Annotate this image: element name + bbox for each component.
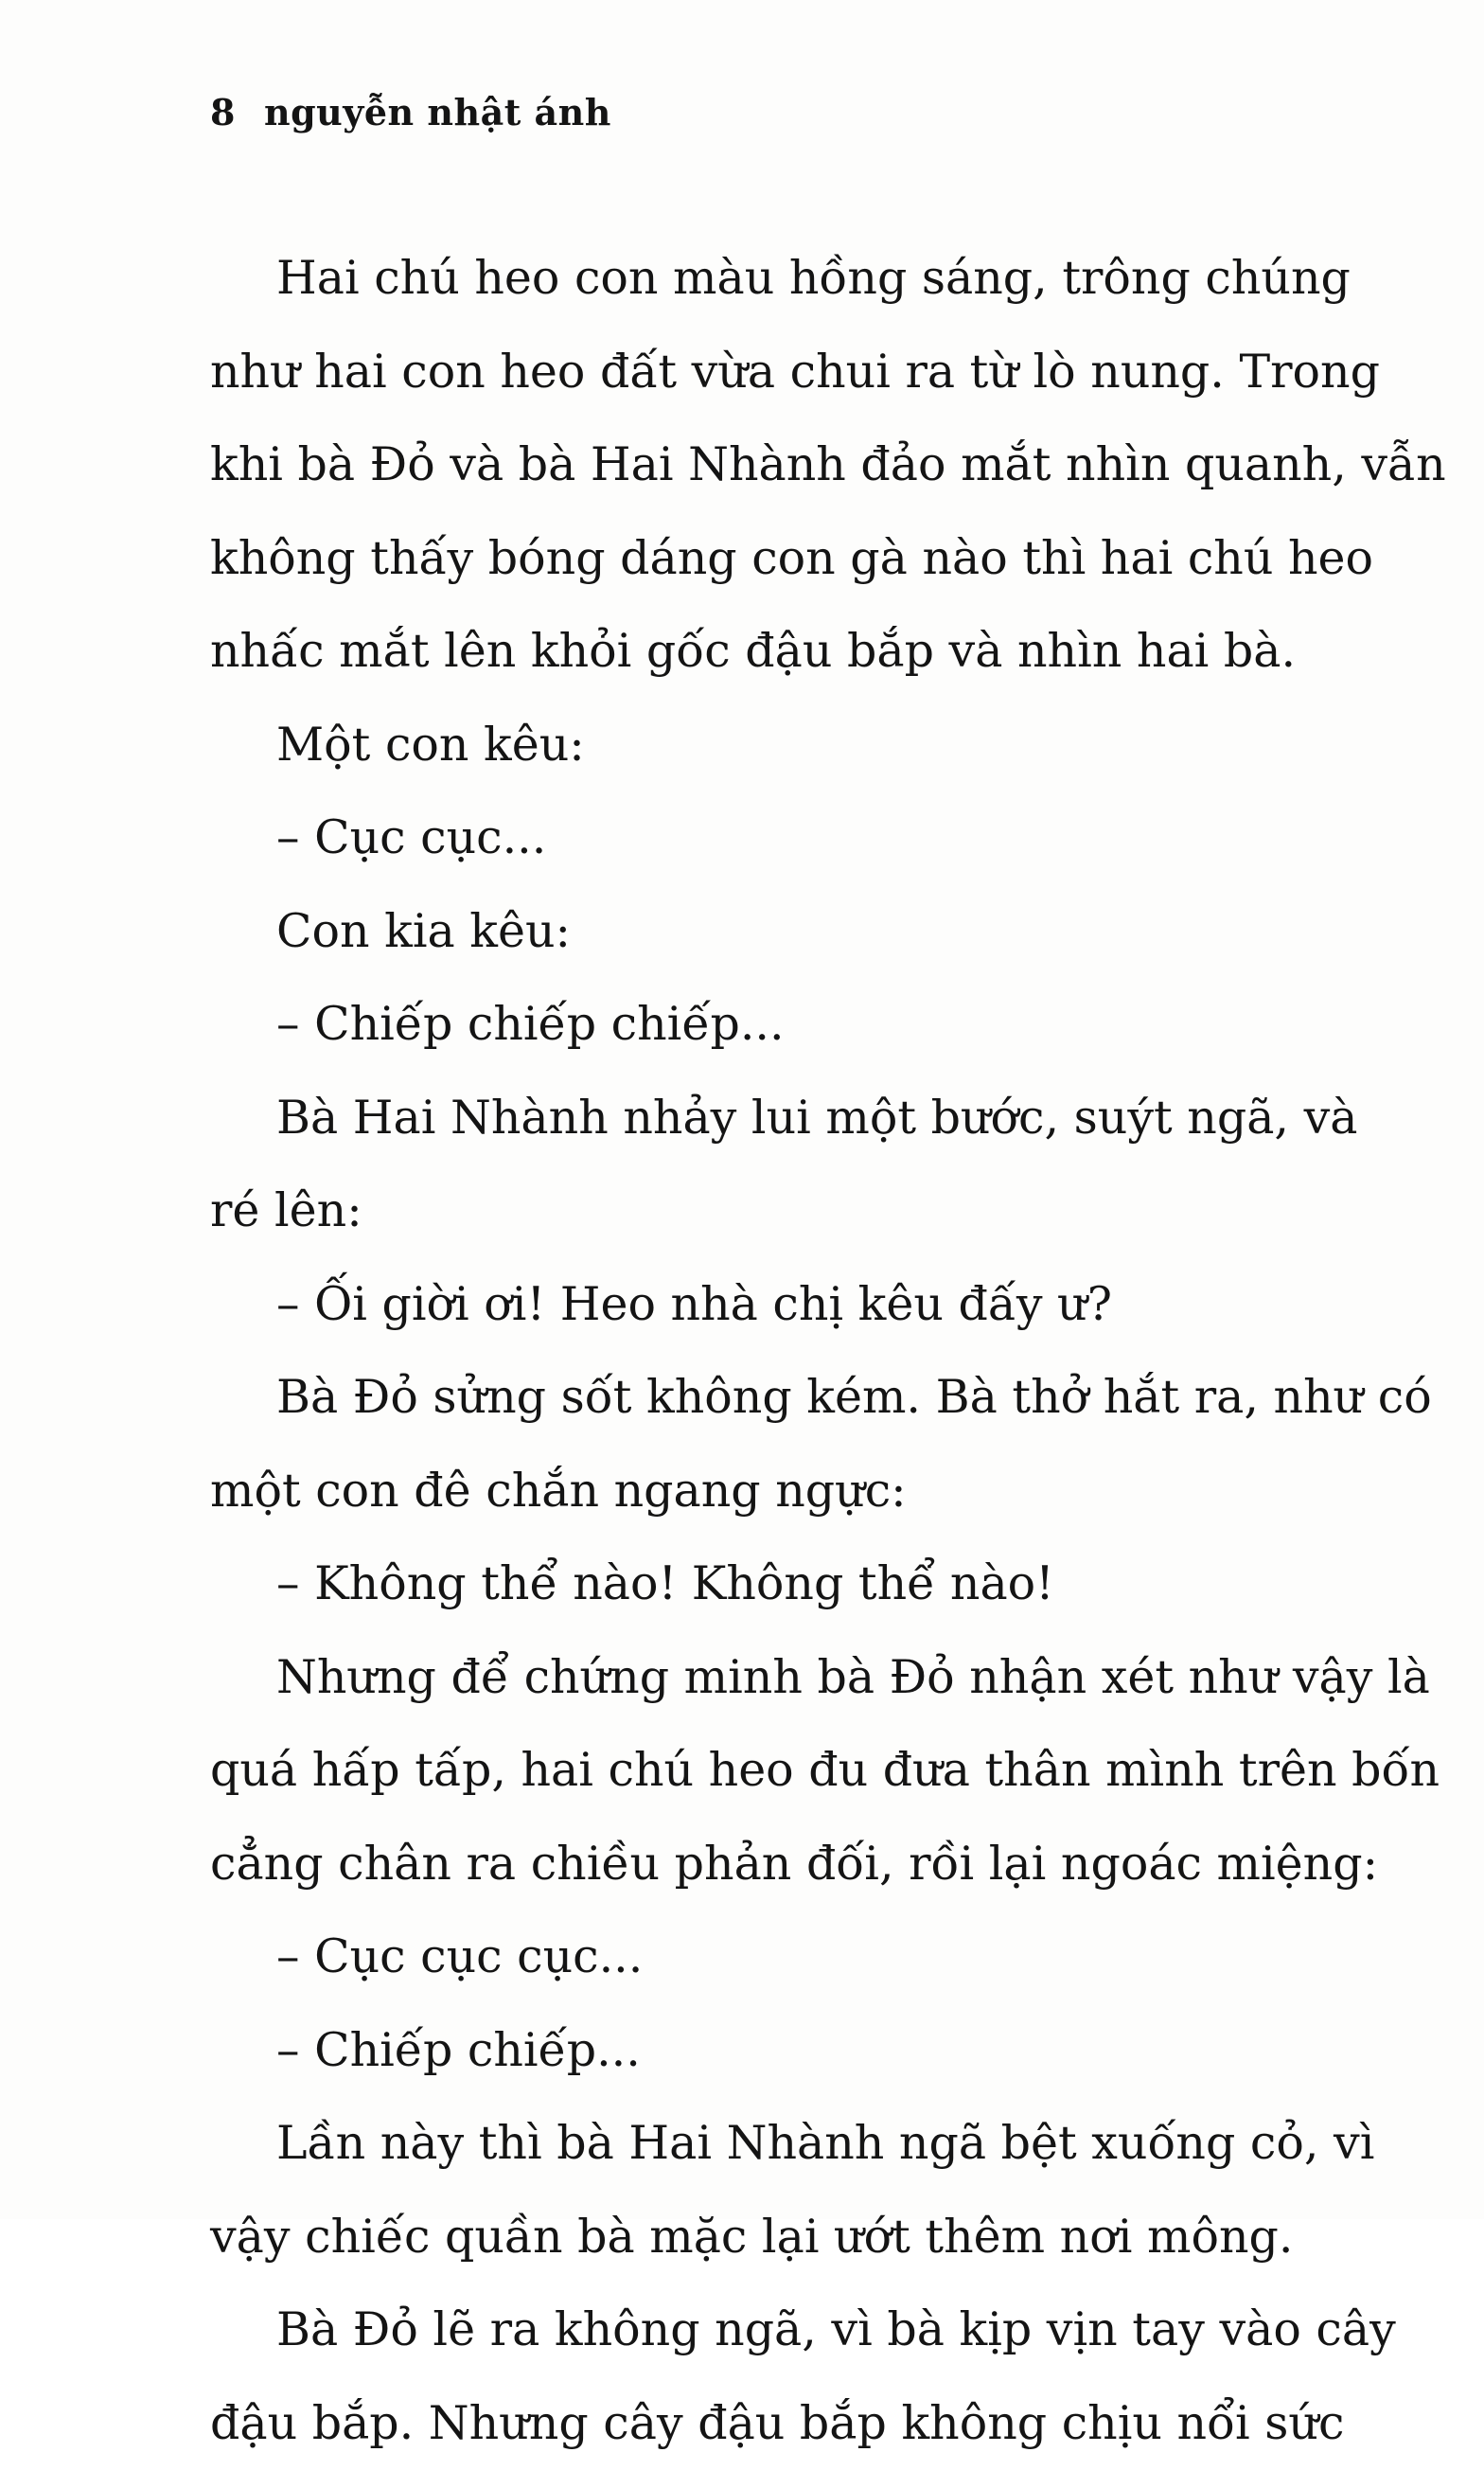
dialogue-line: – Chiếp chiếp... bbox=[210, 2004, 1298, 2098]
page-number: 8 bbox=[210, 91, 236, 133]
text-line: không thấy bóng dáng con gà nào thì hai chú heo bbox=[210, 512, 1298, 606]
text-line: Hai chú heo con màu hồng sáng, trông chúng bbox=[210, 232, 1298, 326]
text-line: Nhưng để chứng minh bà Đỏ nhận xét như vậy là bbox=[210, 1631, 1298, 1725]
text-line: vậy chiếc quần bà mặc lại ướt thêm nơi mông. bbox=[210, 2191, 1298, 2284]
dialogue-line: – Chiếp chiếp chiếp... bbox=[210, 978, 1298, 1072]
text-line: Bà Hai Nhành nhảy lui một bước, suýt ngã, và bbox=[210, 1072, 1298, 1165]
dialogue-line: – Ối giời ơi! Heo nhà chị kêu đấy ư? bbox=[210, 1258, 1298, 1352]
text-line: đậu bắp. Nhưng cây đậu bắp không chịu nổi sức bbox=[210, 2377, 1298, 2470]
dialogue-line: – Cục cục... bbox=[210, 791, 1298, 885]
text-line: như hai con heo đất vừa chui ra từ lò nung. Trong bbox=[210, 326, 1298, 419]
text-line: Bà Đỏ lẽ ra không ngã, vì bà kịp vịn tay vào cây bbox=[210, 2283, 1298, 2377]
text-line: quá hấp tấp, hai chú heo đu đưa thân mình trên bốn bbox=[210, 1724, 1298, 1818]
body-text bbox=[210, 232, 1298, 2470]
text-line: Lần này thì bà Hai Nhành ngã bệt xuống cỏ, vì bbox=[210, 2097, 1298, 2191]
running-head bbox=[210, 91, 611, 133]
text-line: Bà Đỏ sửng sốt không kém. Bà thở hắt ra, như có bbox=[210, 1351, 1298, 1445]
text-line: cẳng chân ra chiều phản đối, rồi lại ngoác miệng: bbox=[210, 1818, 1298, 1911]
text-line: một con đê chắn ngang ngực: bbox=[210, 1445, 1298, 1538]
text-line: ré lên: bbox=[210, 1164, 1298, 1258]
text-line: Con kia kêu: bbox=[210, 885, 1298, 979]
dialogue-line: – Cục cục cục... bbox=[210, 1910, 1298, 2004]
text-line: nhấc mắt lên khỏi gốc đậu bắp và nhìn hai bà. bbox=[210, 605, 1298, 699]
dialogue-line: – Không thể nào! Không thể nào! bbox=[210, 1537, 1298, 1631]
author-name: nguyễn nhật ánh bbox=[264, 91, 611, 133]
text-line: Một con kêu: bbox=[210, 699, 1298, 792]
text-line: khi bà Đỏ và bà Hai Nhành đảo mắt nhìn quanh, vẫn bbox=[210, 418, 1298, 512]
